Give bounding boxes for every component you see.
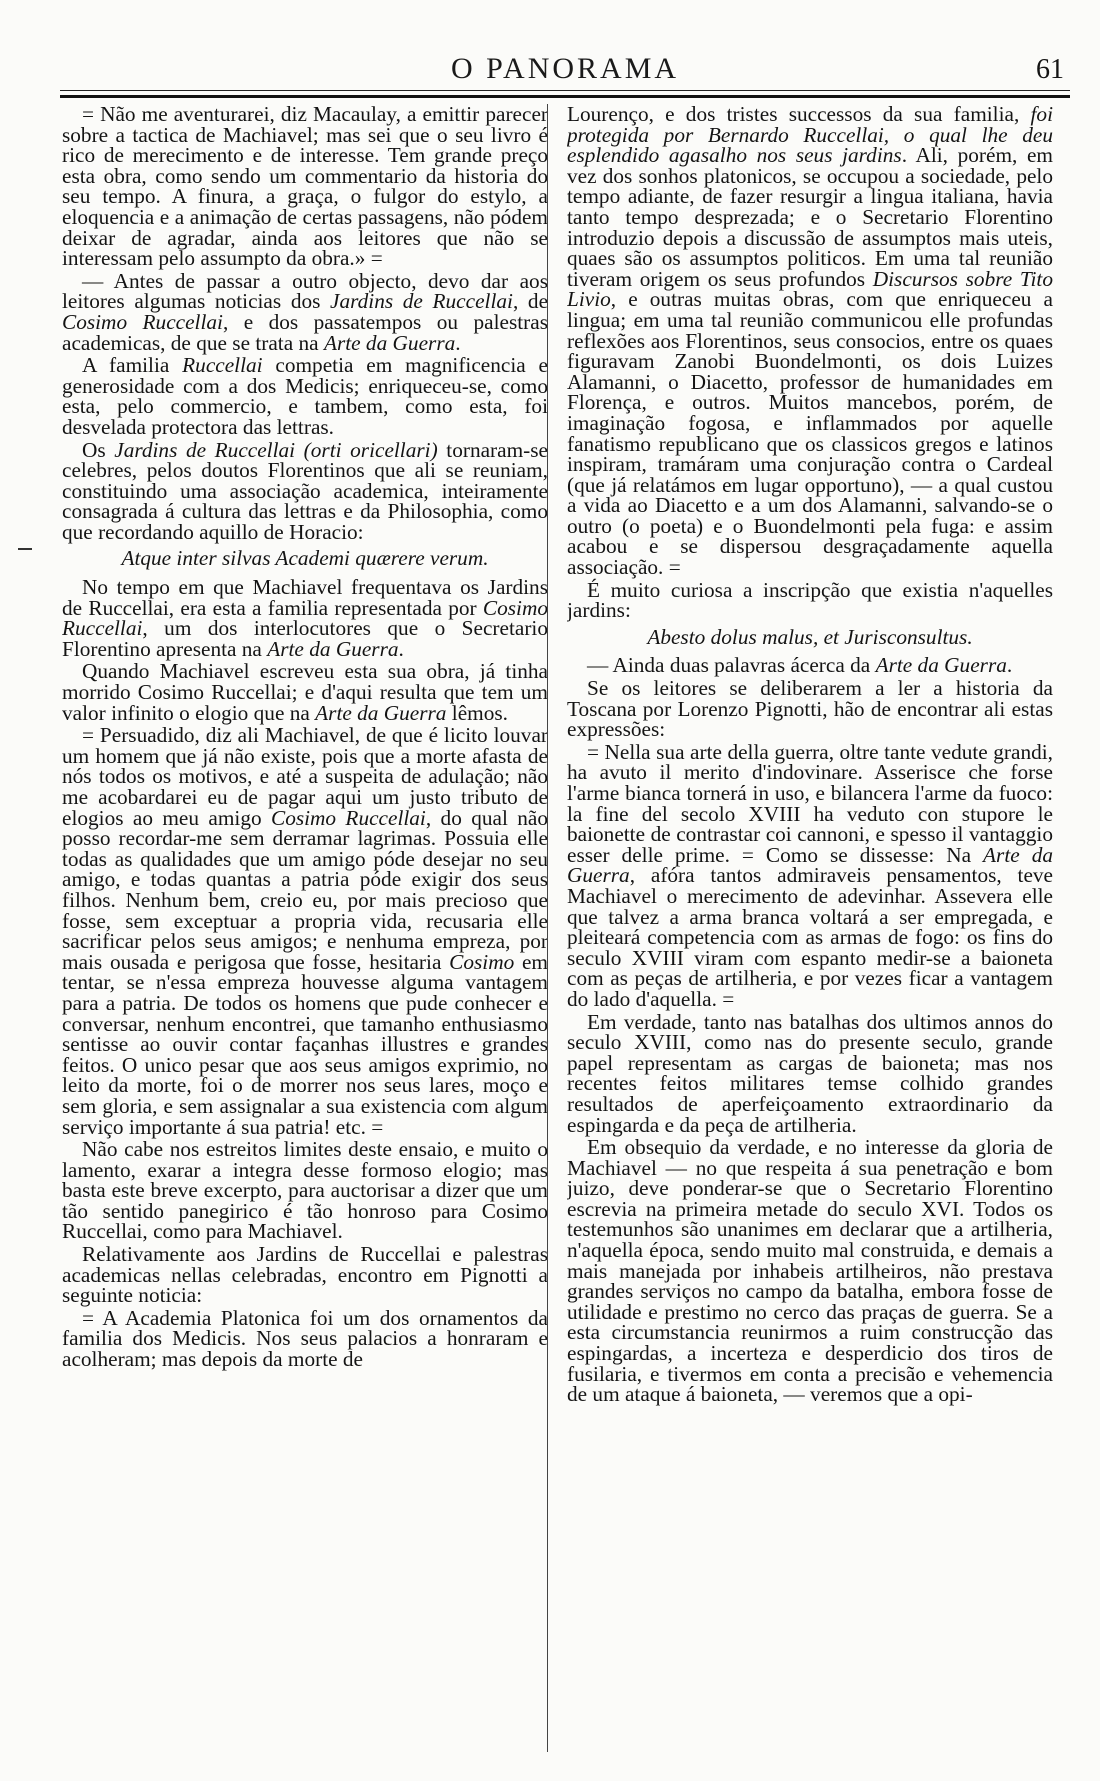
paragraph: — Ainda duas palavras ácerca da Arte da Guerra. (587, 653, 1013, 678)
header-rule-thick (60, 95, 1070, 98)
paragraph: É muito curiosa a inscripção que existia n'aquelles jardins: (567, 577, 1053, 623)
page-header (60, 48, 1070, 90)
paragraph: No tempo em que Machiavel frequentava os Jardins de Ruccellai, era esta a familia representada por Cosimo Ruccellai, um dos interlocutores que o Secretario Florentino apresenta na Arte da Guerra. (62, 575, 548, 661)
paragraph: Se os leitores se deliberarem a ler a historia da Toscana por Lorenzo Pignotti, hão de encontrar ali estas expressões: (567, 676, 1053, 742)
column-divider (547, 104, 548, 1752)
paragraph: = Nella sua arte della guerra, oltre tante vedute grandi, ha avuto il merito d'indovinare. Asserisce che forse l'arme bianca tornerá in uso, e bilancera l'arme da fuoco: la fine del secolo XVIII ha veduto con stupore le baionette de contrastar coi cannoni, e spesso il vantaggio esser delle prime. = Como se dissesse: Na Arte da Guerra, afóra tantos admiraveis pensamentos, teve Machiavel o merecimento de adevinhar. Assevera elle que talvez a arma branca voltará a ser empregada, e pleiteará competencia com as armas de fogo: os fins do seculo XVIII viram com espanto medir-se a baioneta com as peças de artilheria, e por vezes ficar a vantagem do lado d'aquella. = (567, 739, 1053, 1011)
paragraph: Não cabe nos estreitos limites deste ensaio, e muito o lamento, exarar a integra desse formoso elogio; mas basta este breve excerpto, para auctorisar a dizer que um tão sentido panegirico é tão honroso para Cosimo Ruccellai, como para Machiavel. (62, 1137, 548, 1244)
paragraph: A familia Ruccellai competia em magnificencia e generosidade com a dos Medicis; enriqueceu-se, como esta, pelo commercio, e tambem, como esta, foi desvelada protectora das lettras. (62, 353, 548, 439)
paragraph: Os Jardins de Ruccellai (orti oricellari) tornaram-se celebres, pelos doutos Florentinos que ali se reuniam, constituindo uma associação academica, inteiramente consagrada á cultura das lettras e da Philosophia, como que recordando aquillo de Horacio: (62, 437, 548, 544)
paragraph: = Não me aventurarei, diz Macaulay, a emittir parecer sobre a tactica de Machiavel; mas sei que o seu livro é rico de merecimento e de interesse. Tem grande preço esta obra, como sendo um commentario da historia do seu tempo. A finura, a graça, o fulgor do estylo, a eloquencia e a animação de certas passagens, não pódem deixar de agradar, ainda aos leitores que não se interessam pelo assumpto da obra.» = (62, 104, 548, 271)
paragraph: Lourenço, e dos tristes successos da sua familia, foi protegida por Bernardo Ruccellai, o qual lhe deu esplendido agasalho nos seus jardins. Ali, porém, em vez dos sonhos platonicos, se occupou a sociedade, pelo tempo adiante, de fazer resurgir a lingua italiana, havia tanto tempo desprezada; e o Secretario Florentino introduzio depois a discussão de assumptos mais uteis, quaes são os assumptos politicos. Em uma tal reunião tiveram origem os seus profundos Discursos sobre Tito Livio, e outras muitas obras, com que enriqueceu a lingua; em uma tal reunião communicou elle profundas reflexões aos Florentinos, seus consocios, entre os quaes figuravam Zanobi Buondelmonti, os dois Luizes Alamanni, o Diacetto, professor de humanidades em Florença, e outros. Muitos mancebos, porém, de imaginação fogosa, e inflammados por aquelle fanatismo republicano que os classicos gregos e latinos inspiram, tramáram uma conjuração contra o Cardeal (que já relatámos em lugar opportuno), — a qual custou a vida ao Diacetto e a um dos Alamanni, salvando-se o outro (o poeta) e o Buondelmonti pela fuga: e assim acabou e se dispersou desgraçadamente aquella associação. = (567, 104, 1053, 580)
header-rule-thin (60, 90, 1070, 91)
left-column (62, 104, 548, 1754)
paragraph: = Persuadido, diz ali Machiavel, de que é licito louvar um homem que já não existe, pois que a morte afasta de nós todos os motivos, e até a suspeita de adulação; não me acobardarei eu de pagar aqui um justo tributo de elogios ao meu amigo Cosimo Ruccellai, do qual não posso recordar-me sem derramar lagrimas. Possuia elle todas as qualidades que um amigo póde desejar no seu amigo, e todas quantas a patria póde exigir dos seus filhos. Nenhum bem, creio eu, por mais precioso que fosse, sem exceptuar a propria vida, recusaria elle sacrificar pelos seus amigos; e nenhuma empreza, por mais ousada e perigosa que fosse, hesitaria Cosimo em tentar, se n'essa empreza houvesse alguma vantagem para a patria. De todos os homens que pude conhecer e conversar, nenhum encontrei, que tamanho enthusiasmo sentisse ao ouvir contar façanhas illustres e grandes feitos. O unico pesar que aos seus amigos exprimio, no leito da morte, foi o de morrer nos seus lares, moço e sem gloria, e sem assignalar a sua existencia com algum serviço importante á sua patria! etc. = (62, 723, 548, 1139)
running-title: O PANORAMA (450, 52, 680, 85)
paragraph: — Antes de passar a outro objecto, devo dar aos leitores algumas noticias dos Jardins de Ruccellai, de Cosimo Ruccellai, e dos passatempos ou palestras academicas, de que se trata na Arte da Guerra. (62, 268, 548, 355)
paragraph: = A Academia Platonica foi um dos ornamentos da familia dos Medicis. Nos seus palacios a honraram e acolheram; mas depois da morte de (62, 1305, 548, 1372)
page-number: 61 (1036, 54, 1064, 85)
latin-quotation: Atque inter silvas Academi quærere verum. (121, 546, 489, 571)
paragraph: Em verdade, tanto nas batalhas dos ultimos annos do seculo XVIII, como nas do presente seculo, grande papel representam as cargas de baioneta; mas nos recentes feitos militares temse colhido grandes resultados de aperfeiçoamento extraordinario da espingarda e da peça de artilheria. (567, 1009, 1053, 1137)
latin-inscription: Abesto dolus malus, et Jurisconsultus. (647, 624, 973, 649)
margin-mark (18, 548, 32, 550)
paragraph: Quando Machiavel escreveu esta sua obra, já tinha morrido Cosimo Ruccellai; e d'aqui resulta que tem um valor infinito o elogio que na Arte da Guerra lêmos. (62, 659, 548, 725)
paragraph: Relativamente aos Jardins de Ruccellai e palestras academicas nellas celebradas, encontro em Pignotti a seguinte noticia: (62, 1242, 548, 1308)
right-column (567, 104, 1053, 1754)
paragraph: Em obsequio da verdade, e no interesse da gloria de Machiavel — no que respeita á sua penetração e bom juizo, deve ponderar-se que o Secretario Florentino escrevia na primeira metade do seculo XVI. Todos os testemunhos são unanimes em declarar que a artilheria, n'aquella época, sendo muito mal construida, e demais a mais manejada por inhabeis artilheiros, não prestava grandes serviços no campo da batalha, embora fosse de utilidade e prestimo no cerco das praças de guerra. Se a esta circumstancia reunirmos a ruim construcção das espingardas, a incerteza e desperdicio dos tiros de fusilaria, e tivermos em conta a precisão e vehemencia de um ataque á baioneta, — veremos que a opi- (567, 1135, 1053, 1407)
